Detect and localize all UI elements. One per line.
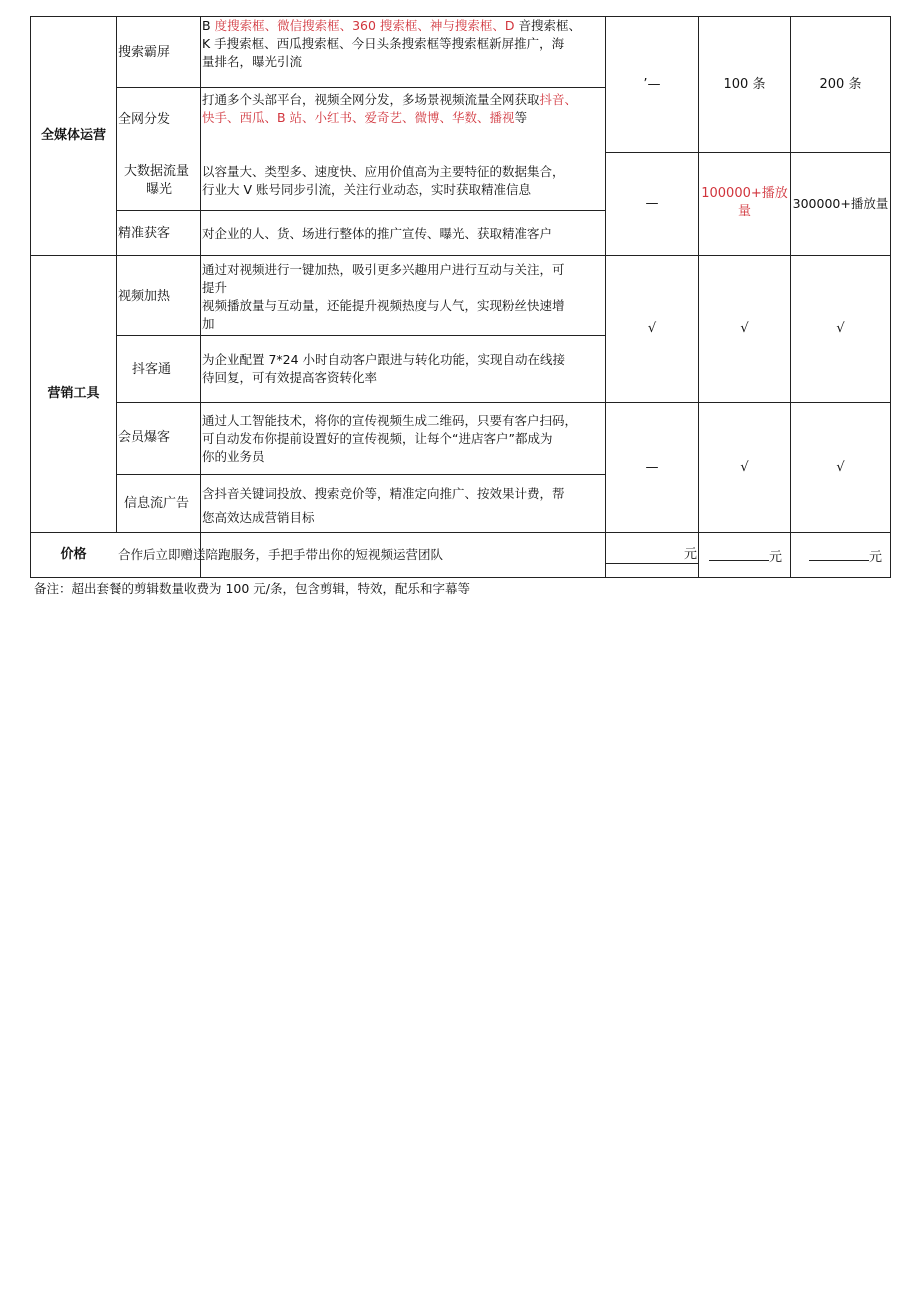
desc-bigdata: 以容量大、类型多、速度快、应用价值高为主要特征的数据集合， 行业大 V 账号同步引流，关注行业动态，实时获取精准信息: [202, 164, 565, 197]
desc-feed: 含抖音关键词投放、搜索竞价等，精准定向推广、按效果计费，帮 您高效达成营销目标: [202, 486, 565, 525]
row-label-video: 视频加热: [118, 289, 171, 304]
row-label-network: 全网分发: [118, 112, 171, 127]
cell-g1-standard: 100 条: [723, 76, 766, 92]
desc-video: 通过对视频进行一键加热，吸引更多兴趣用户进行互动与关注，可 提升 视频播放量与互动量，还能提升视频热度与人气，实现粉丝快速增 加: [202, 262, 565, 331]
desc-douke: 为企业配置 7*24 小时自动客户跟进与转化功能，实现自动在线接 待回复，可有效提高客资转化率: [202, 352, 566, 385]
cell-g4-standard: √: [740, 459, 749, 475]
desc-precise: 对企业的人、货、场进行整体的推广宣传、曝光、获取精准客户: [202, 226, 553, 241]
row-label-member: 会员爆客: [118, 430, 171, 445]
desc-network: 打通多个头部平台，视频全网分发，多场景视频流量全网获取抖音、 快手、西瓜、B 站、小红书、爱奇艺、微博、华数、播视等: [202, 92, 578, 125]
price-heading: [31, 533, 116, 577]
price-standard: 元: [699, 546, 790, 567]
row-label-precise: 精准获客: [118, 226, 171, 241]
cell-g2-basic: —: [645, 196, 659, 211]
section-media-heading: [31, 17, 116, 255]
cell-g3-standard: √: [740, 321, 749, 336]
section-tools-label: 营销工具: [47, 386, 100, 401]
cell-g2-premium: 300000+播放量: [792, 196, 889, 211]
cell-g4-premium: √: [836, 459, 845, 475]
cell-g2-standard: 100000+播放 量: [701, 186, 788, 219]
cell-g3-premium: √: [836, 321, 845, 336]
price-basic: 元: [683, 547, 697, 562]
row-label-bigdata-2: 曝光: [146, 182, 173, 197]
cell-g1-premium: 200 条: [819, 76, 862, 92]
section-media-label: 全媒体运营: [40, 128, 106, 143]
section-tools-heading: [31, 256, 116, 532]
cell-g1-basic: ’—: [643, 76, 661, 92]
price-label: 价格: [60, 547, 87, 562]
row-label-douke: 抖客通: [132, 362, 172, 377]
row-label-feed: 信息流广告: [124, 496, 190, 511]
footnote: 备注：超出套餐的剪辑数量收费为 100 元/条，包含剪辑，特效，配乐和字幕等: [34, 581, 471, 596]
cell-g3-basic: √: [647, 321, 657, 336]
desc-member: 通过人工智能技术，将你的宣传视频生成二维码，只要有客户扫码， 可自动发布你提前设置好的宣传视频，让每个“进店客户”都成为 你的业务员: [202, 413, 578, 464]
price-premium: 元: [791, 546, 890, 567]
row-label-search: 搜索霸屏: [118, 45, 171, 60]
desc-price: 合作后立即赠送陪跑服务，手把手带出你的短视频运营团队: [118, 547, 444, 562]
desc-search: B 度搜索框、微信搜索框、360 搜索框、神与搜索框、D 音搜索框、 K 手搜索框、西瓜搜索框、今日头条搜索框等搜索框新屏推广，海 量排名，曝光引流: [202, 18, 582, 69]
row-label-bigdata-1: 大数据流量: [124, 164, 190, 179]
cell-g4-basic: —: [645, 459, 659, 475]
